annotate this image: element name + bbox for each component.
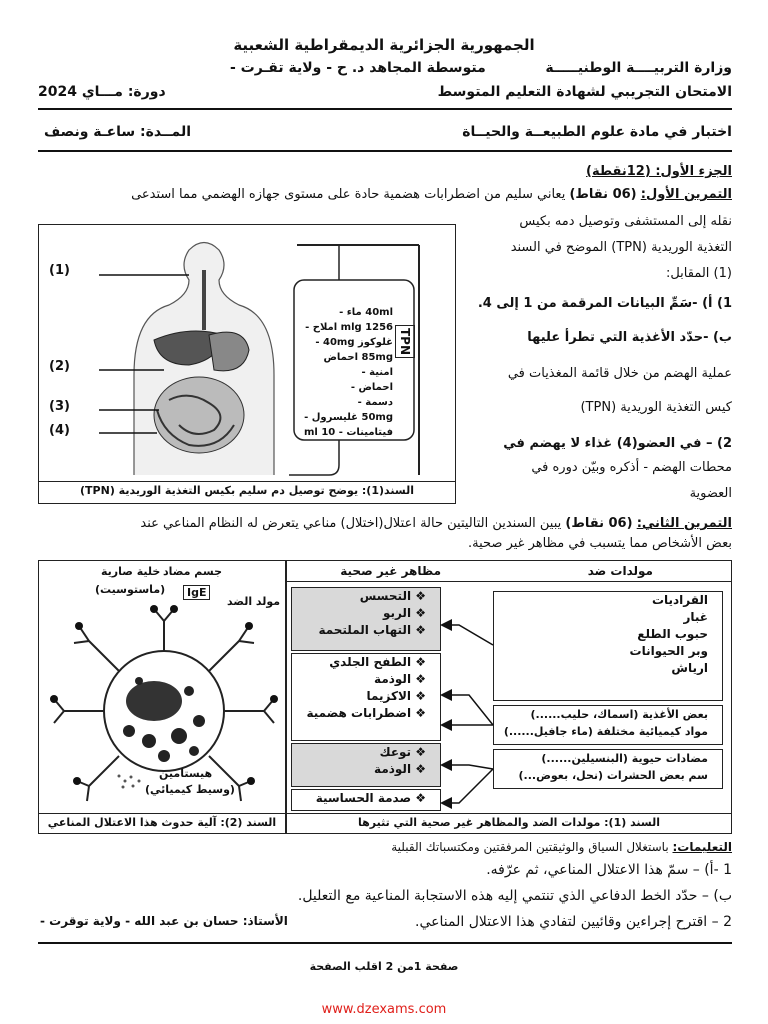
ex2-line2: بعض الأشخاص مما يتسبب في مظاهر غير صحية. — [467, 536, 732, 551]
school-name: متوسطة المجاهد د. ح - ولاية تقـرت - — [230, 60, 486, 76]
bag-item: 1256 mlg املاح - — [305, 322, 393, 333]
antigen-item: مواد كيميائية مختلفة (ماء جافيل......) — [503, 725, 708, 738]
symptom-item: ❖ صدمة الحساسية — [315, 791, 426, 805]
instructions — [391, 840, 732, 854]
subject-divider — [38, 150, 732, 152]
q1b: ب) -حدّد الأغذية التي تطرأ عليها — [527, 330, 732, 345]
ex1-line2: نقله إلى المستشفى وتوصيل دمه بكيس — [519, 214, 732, 229]
figure3-caption: السند (1): مولدات الضد والمظاهر غير صحية التي تثيرها — [287, 813, 731, 833]
antigen-item: سم بعض الحشرات (نحل، بعوض...) — [518, 769, 708, 782]
fig1-label-2: (2) — [49, 359, 70, 374]
footer-divider — [38, 942, 732, 944]
q2-3: العضوية — [689, 486, 732, 501]
figure2-caption: السند (2): آلية حدوث هذا الاعتلال المناعي — [39, 813, 285, 833]
bag-item: دسمة - — [357, 397, 393, 408]
symptom-item: ❖ الربو — [382, 606, 426, 620]
ex1-line4: (1) المقابل: — [665, 266, 732, 281]
antigen-item: حبوب الطلع — [637, 627, 708, 641]
bag-item: احماض - — [350, 382, 393, 393]
antigen-group-1 — [493, 591, 723, 701]
figure1-frame — [38, 224, 456, 504]
antigen-group-2 — [493, 705, 723, 745]
exam-title: الامتحان التجريبي لشهادة التعليم المتوسط — [437, 84, 732, 100]
fig1-label-4: (4) — [49, 423, 70, 438]
duration: المــدة: ساعـة ونصف — [44, 124, 191, 140]
antigen-item: وبر الحيوانات — [629, 644, 708, 658]
ex2-q2: 2 – اقترح إجراءين وقائيين لتفادي هذا الاعتلال المناعي. — [415, 914, 732, 930]
label-antigen: مولد الضد — [227, 595, 281, 608]
bag-item: 40ml ماء - — [339, 307, 393, 318]
fig1-label-1: (1) — [49, 263, 70, 278]
label-chemical-mediator: (وسيط كيميائي) — [145, 783, 235, 796]
label-mast-cell: خلية صارية — [101, 565, 161, 578]
symptom-item: ❖ الوذمة — [374, 672, 426, 686]
symptom-group-4 — [291, 789, 441, 811]
antigen-item: القراديات — [651, 593, 708, 607]
symptom-group-3 — [291, 743, 441, 787]
q1a: 1) أ) -سَمِّ البيانات المرقمة من 1 إلى 4. — [477, 296, 732, 311]
symptom-item: ❖ اضطرابات هضمية — [306, 706, 426, 720]
symptom-group-2 — [291, 653, 441, 741]
antigen-item: بعض الأغذية (اسماك، حليب......) — [530, 708, 708, 721]
label-ige: IgE — [183, 585, 210, 600]
ex2-q1b: ب) – حدّد الخط الدفاعي الذي تنتمي إليه هذه الاستجابة المناعية مع التعليل. — [297, 888, 732, 904]
symptom-item: ❖ الطفح الجلدي — [329, 655, 426, 669]
part1-title: الجزء الأول: (12نقطة) — [586, 164, 732, 179]
ex1-line3: التغذية الوريدية (TPN) الموضح في السند — [510, 240, 732, 255]
antigen-group-3 — [493, 749, 723, 789]
session: دورة: مـــاي 2024 — [38, 84, 166, 100]
antigen-item: ارياش — [671, 661, 708, 675]
antigen-symptom-arrows — [439, 585, 499, 815]
label-histamine: هيستامين — [159, 767, 213, 780]
symptom-item: ❖ التهاب الملتحمة — [318, 623, 426, 637]
q1b-3: كيس التغذية الوريدية (TPN) — [580, 400, 732, 415]
symptom-group-1 — [291, 587, 441, 651]
ex2-intro-text: يبين السندين التاليتين حالة اعتلال(اختلال) مناعي يتعرض له النظام المناعي عند — [140, 516, 562, 531]
ex2-points: (06 نقاط) — [565, 516, 633, 531]
q2: 2) – في العضو(4) غذاء لا يهضم في — [503, 436, 732, 451]
ex1-label: التمرين الأول: — [640, 187, 732, 202]
bag-item: 50mg غليسرول - — [304, 412, 393, 423]
header-divider — [38, 108, 732, 110]
subject: اختبار في مادة علوم الطبيعــة والحيــاة — [462, 124, 732, 140]
ex2-intro — [32, 516, 732, 531]
col-header-antigens: مولدات ضد — [587, 564, 653, 578]
instructions-text: باستغلال السياق والوثيقتين المرفقتين ومكتسباتك القبلية — [391, 840, 669, 854]
website-link[interactable]: www.dzexams.com — [321, 1002, 447, 1017]
page-number: صفحة 1من 2 اقلب الصفحة — [309, 960, 459, 973]
symptom-item: ❖ التحسس — [359, 589, 426, 603]
republic-title: الجمهورية الجزائرية الديمقراطية الشعبية — [233, 36, 535, 54]
q2-2: محطات الهضم - أذكره وبيّن دوره في — [531, 460, 732, 475]
ex2-q1a: 1 -أ) – سمّ هذا الاعتلال المناعي، ثم عرّفه. — [486, 862, 732, 878]
label-antibody: جسم مضاد — [163, 565, 223, 578]
label-mastocyte: (ماستوسيت) — [95, 583, 166, 596]
symptom-item: ❖ الاكزيما — [366, 689, 426, 703]
instructions-label: التعليمات: — [672, 840, 732, 854]
ex1-points: (06 نقاط) — [569, 187, 637, 202]
tpn-bag-label: TPN — [395, 325, 415, 358]
symptom-item: ❖ الوذمة — [374, 762, 426, 776]
ex2-label: التمرين الثاني: — [636, 516, 732, 531]
bag-item: فيتامينات - 10 ml — [303, 427, 393, 438]
bag-item: 85mg احماض امنية - — [323, 352, 393, 378]
bag-item: غلوكوز 40mg - — [315, 337, 393, 348]
figure2-frame — [38, 560, 286, 834]
antigen-item: مضادات حيوية (البنسيلين......) — [541, 752, 708, 765]
ex1-intro — [32, 187, 732, 202]
fig1-label-3: (3) — [49, 399, 70, 414]
ex1-intro-text: يعاني سليم من اضطرابات هضمية حادة على مستوى جهازه الهضمي مما استدعى — [131, 187, 566, 202]
q1b-2: عملية الهضم من خلال قائمة المغذيات في — [507, 366, 732, 381]
teacher-name: الأستاذ: حسان بن عبد الله - ولاية توقرت - — [40, 914, 288, 928]
tpn-bag-contents — [297, 305, 393, 440]
figure1-caption: السند(1): يوضح توصيل دم سليم بكيس التغذية الوريدية (TPN) — [39, 481, 455, 503]
symptom-item: ❖ توعك — [379, 745, 426, 759]
figure3-frame — [286, 560, 732, 834]
col-header-symptoms: مظاهر غير صحية — [340, 564, 441, 578]
ministry: وزارة التربيــــة الوطنيـــــة — [545, 60, 732, 76]
antigen-item: غبار — [683, 610, 708, 624]
